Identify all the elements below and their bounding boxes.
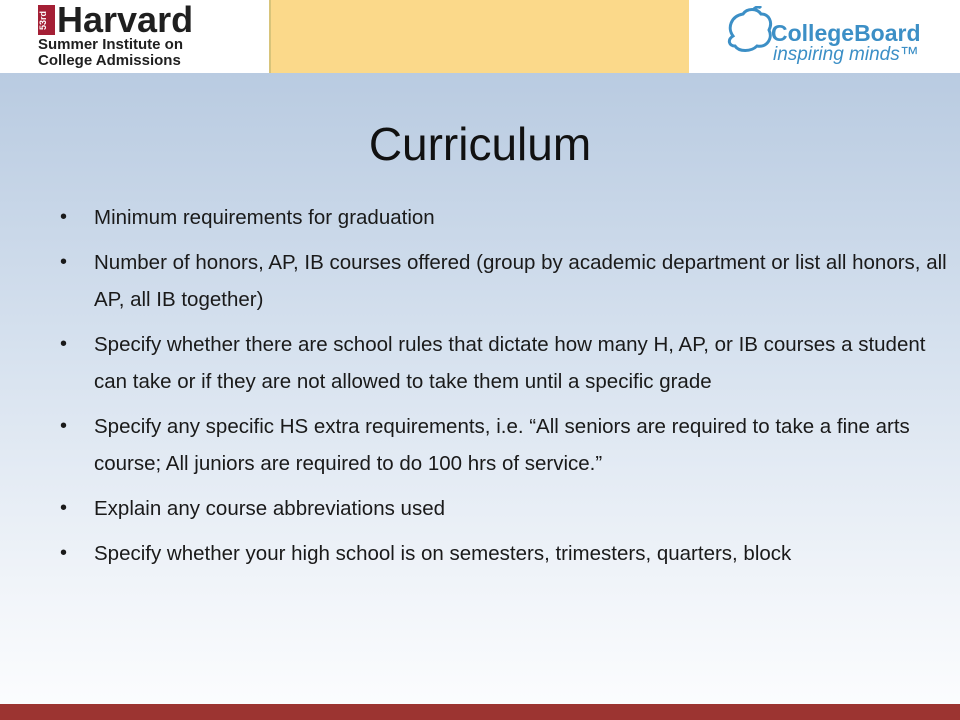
harvard-subtitle-line1: Summer Institute on [38, 36, 184, 53]
bullet-item [60, 535, 950, 572]
bullet-dot: • [60, 497, 68, 519]
collegeboard-tagline: inspiring minds™ [773, 44, 919, 65]
collegeboard-logo-panel [689, 0, 960, 73]
bullet-item [60, 490, 950, 527]
bullet-text: Number of honors, AP, IB courses offered (group by academic department or list all honors, all AP, all IB together) [94, 251, 947, 311]
collegeboard-wordmark: CollegeBoard [771, 20, 921, 46]
harvard-wordmark: Harvard [57, 0, 194, 40]
header-middle-band [271, 0, 689, 73]
bullet-item [60, 199, 950, 236]
collegeboard-acorn-icon [723, 6, 775, 56]
bullet-text: Specify any specific HS extra requirements, i.e. “All seniors are required to take a fine arts course; All juniors are required to do 100 hrs of service.” [94, 415, 910, 475]
collegeboard-logo [723, 6, 953, 68]
bullet-dot: • [60, 415, 68, 437]
bullet-text: Explain any course abbreviations used [94, 497, 445, 520]
slide-title: Curriculum [368, 118, 592, 170]
bullet-item [60, 244, 950, 318]
harvard-logo-panel [0, 0, 271, 73]
bullet-item [60, 408, 950, 482]
bullet-list [60, 199, 950, 580]
bullet-dot: • [60, 333, 68, 355]
harvard-subtitle-line2: College Admissions [38, 52, 181, 69]
bullet-text: Specify whether there are school rules that dictate how many H, AP, or IB courses a student can take or if they are not allowed to take them until a specific grade [94, 333, 926, 393]
bullet-text: Specify whether your high school is on semesters, trimesters, quarters, block [94, 542, 792, 565]
bullet-dot: • [60, 542, 68, 564]
harvard-seal-badge: 53rd [38, 5, 55, 35]
header-band [0, 0, 960, 73]
bullet-text: Minimum requirements for graduation [94, 206, 435, 229]
harvard-summer-institute-logo [38, 0, 248, 69]
bullet-dot: • [60, 206, 68, 228]
footer-bar [0, 704, 960, 720]
bullet-dot: • [60, 251, 68, 273]
slide-body [0, 73, 960, 704]
bullet-item [60, 326, 950, 400]
